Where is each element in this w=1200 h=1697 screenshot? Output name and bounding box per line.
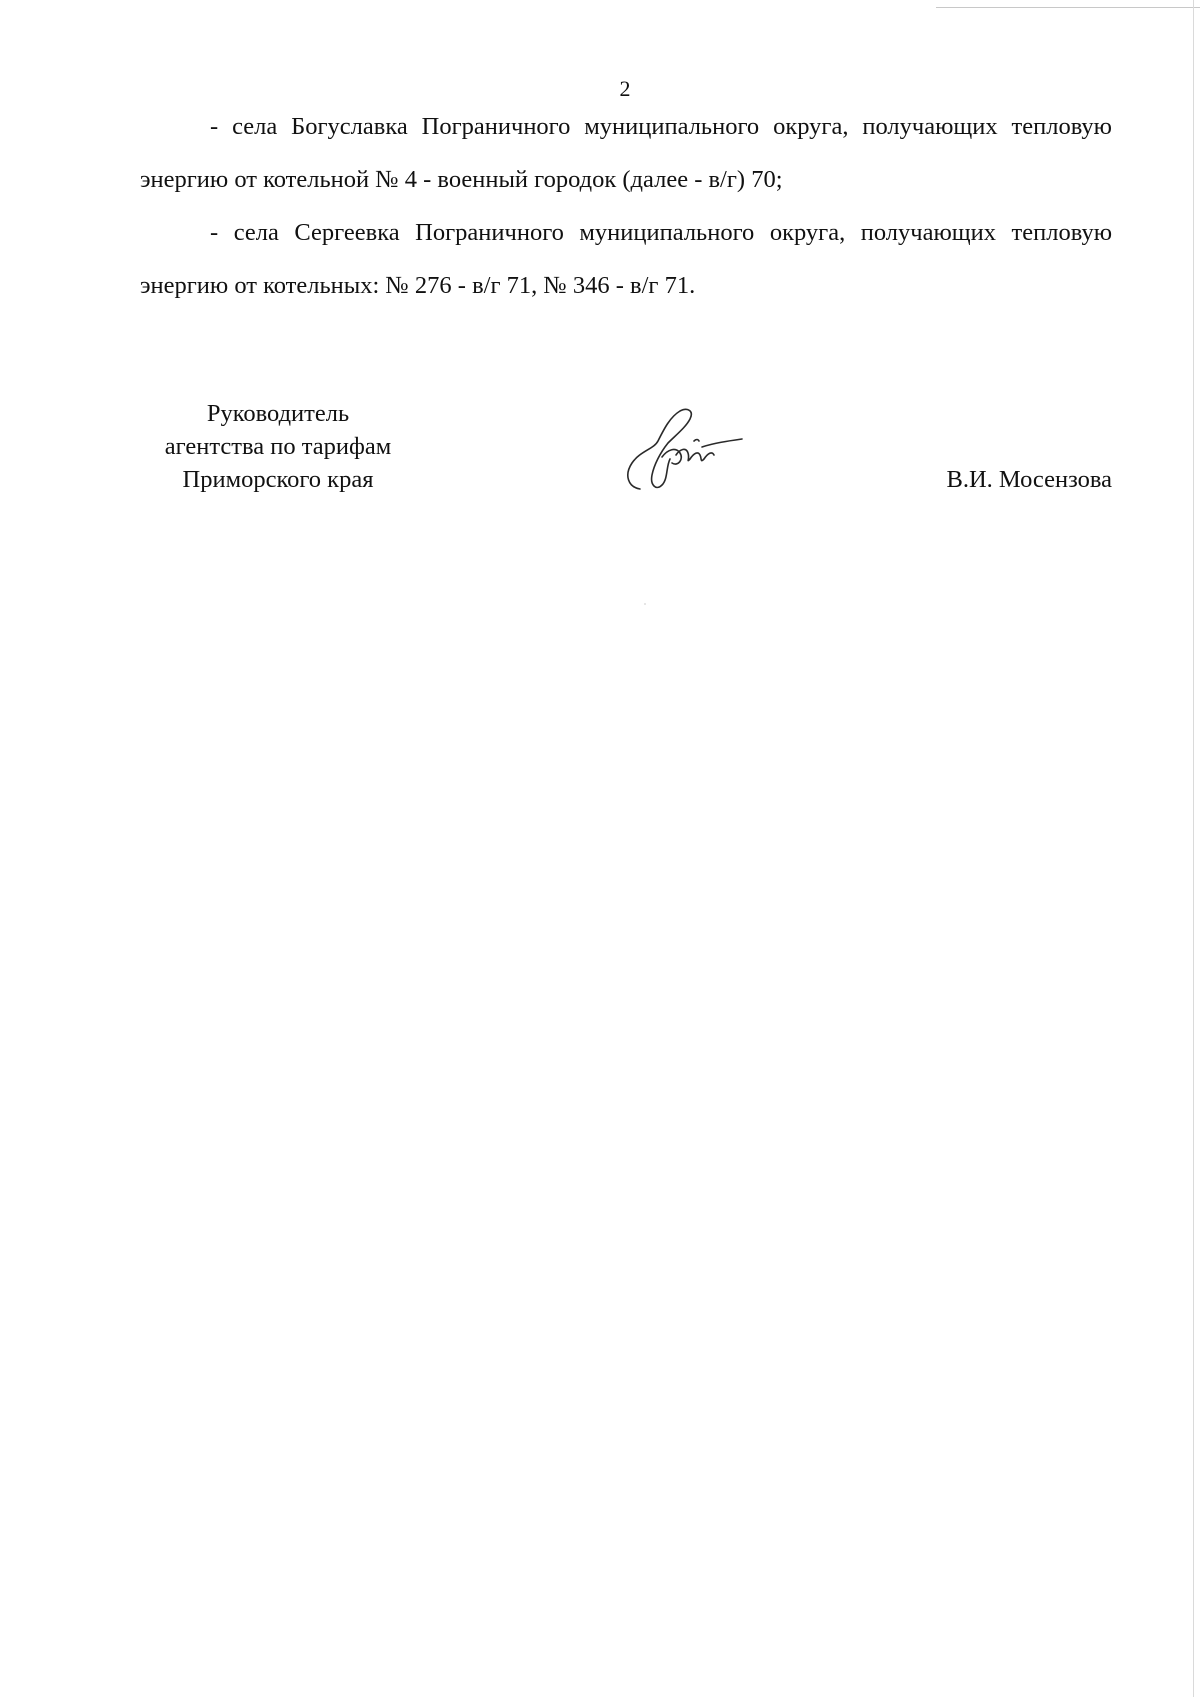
signer-position [140,397,416,496]
signer-position-line-1: Руководитель [206,400,350,427]
scan-speck [644,603,646,605]
signature-block [140,397,1112,517]
paragraph-boguslavka: - села Богуславка Пограничного муниципального округа, получающих тепловую энергию от котельной № 4 - военный городок (далее - в/г) 70; [140,113,1112,193]
signer-position-line-2: агентства по тарифам [164,433,392,460]
scan-top-edge [936,7,1200,8]
handwritten-signature [610,397,750,497]
page-number: 2 [619,76,631,101]
paragraph-sergeevka: - села Сергеевка Пограничного муниципального округа, получающих тепловую энергию от котельных: № 276 - в/г 71, № 346 - в/г 71. [140,219,1112,299]
signer-position-line-3: Приморского края [182,466,374,493]
scan-right-edge [1193,0,1194,1697]
document-body [140,100,1112,312]
signer-name: В.И. Мосензова [946,466,1112,493]
